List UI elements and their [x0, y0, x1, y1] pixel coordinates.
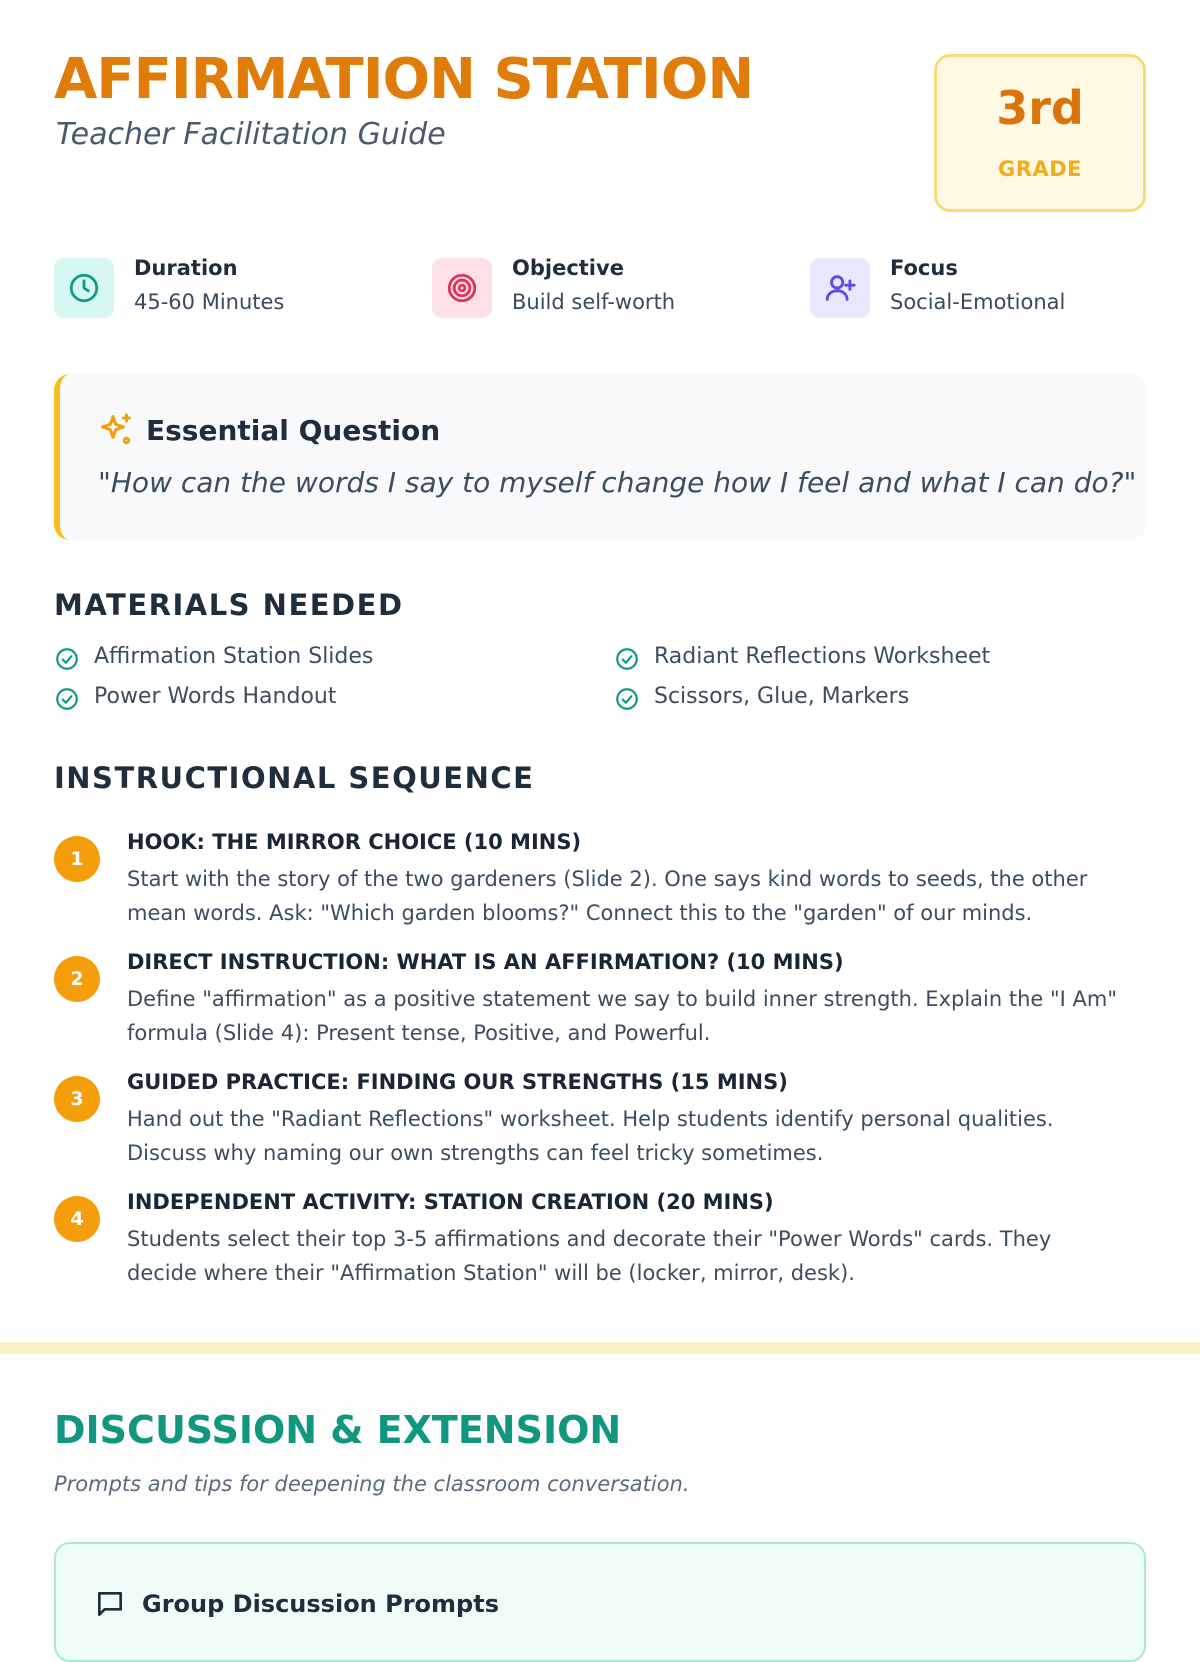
step-number-badge: 1 — [54, 836, 100, 882]
stat-label: Focus — [890, 256, 958, 280]
target-icon — [432, 258, 492, 318]
discussion-prompts-card — [54, 1542, 1146, 1662]
section-divider — [0, 1342, 1200, 1354]
step-number-badge: 4 — [54, 1196, 100, 1242]
essential-question-box — [54, 374, 1146, 540]
stat-value: Social-Emotional — [890, 290, 1066, 314]
grade-number: 3rd — [996, 81, 1084, 135]
stat-label: Duration — [134, 256, 238, 280]
clock-icon — [54, 258, 114, 318]
essential-question-title: Essential Question — [146, 414, 441, 447]
material-text: Affirmation Station Slides — [94, 644, 374, 669]
page-subtitle: Teacher Facilitation Guide — [56, 117, 446, 152]
extension-heading: DISCUSSION & EXTENSION — [54, 1408, 622, 1452]
step-title: INDEPENDENT ACTIVITY: STATION CREATION (20 MINS) — [127, 1190, 774, 1214]
step-title: HOOK: THE MIRROR CHOICE (10 MINS) — [127, 830, 582, 854]
material-text: Scissors, Glue, Markers — [654, 684, 910, 709]
stat-value: 45-60 Minutes — [134, 290, 285, 314]
stat-value: Build self-worth — [512, 290, 676, 314]
stat-label: Objective — [512, 256, 624, 280]
extension-subtitle: Prompts and tips for deepening the classroom conversation. — [54, 1472, 690, 1496]
step-description: Define "affirmation" as a positive statement we say to build inner strength. Explain the "I Am" formula (Slide 4): Present tense, Positive, and Powerful. — [127, 987, 1118, 1045]
material-text: Radiant Reflections Worksheet — [654, 644, 991, 669]
extension-section — [0, 1354, 1200, 1618]
essential-question-quote: "How can the words I say to myself change how I feel and what I can do?" — [98, 466, 1137, 499]
check-circle-icon — [614, 686, 640, 712]
step-number-badge: 2 — [54, 956, 100, 1002]
grade-label: GRADE — [998, 157, 1082, 181]
check-circle-icon — [54, 646, 80, 672]
step-number-badge: 3 — [54, 1076, 100, 1122]
step-description: Students select their top 3-5 affirmations and decorate their "Power Words" cards. They decide where their "Affirmation Station" will be (locker, mirror, desk). — [127, 1227, 1052, 1285]
step-title: DIRECT INSTRUCTION: WHAT IS AN AFFIRMATION? (10 MINS) — [127, 950, 844, 974]
materials-heading: MATERIALS NEEDED — [54, 588, 404, 622]
sequence-heading: INSTRUCTIONAL SEQUENCE — [54, 761, 535, 795]
step-description: Start with the story of the two gardeners (Slide 2). One says kind words to seeds, the other mean words. Ask: "Which garden blooms?" Connect this to the "garden" of our minds. — [127, 867, 1088, 925]
step-description: Hand out the "Radiant Reflections" worksheet. Help students identify personal qualities. Discuss why naming our own strengths can feel tricky sometimes. — [127, 1107, 1054, 1165]
grade-badge — [934, 54, 1146, 212]
step-title: GUIDED PRACTICE: FINDING OUR STRENGTHS (15 MINS) — [127, 1070, 788, 1094]
check-circle-icon — [54, 686, 80, 712]
discussion-prompts-title: Group Discussion Prompts — [142, 1590, 499, 1618]
material-text: Power Words Handout — [94, 684, 337, 709]
page-title: AFFIRMATION STATION — [54, 47, 754, 112]
user-plus-icon — [810, 258, 870, 318]
check-circle-icon — [614, 646, 640, 672]
sparkles-icon — [98, 412, 134, 448]
message-square-icon — [94, 1588, 126, 1620]
